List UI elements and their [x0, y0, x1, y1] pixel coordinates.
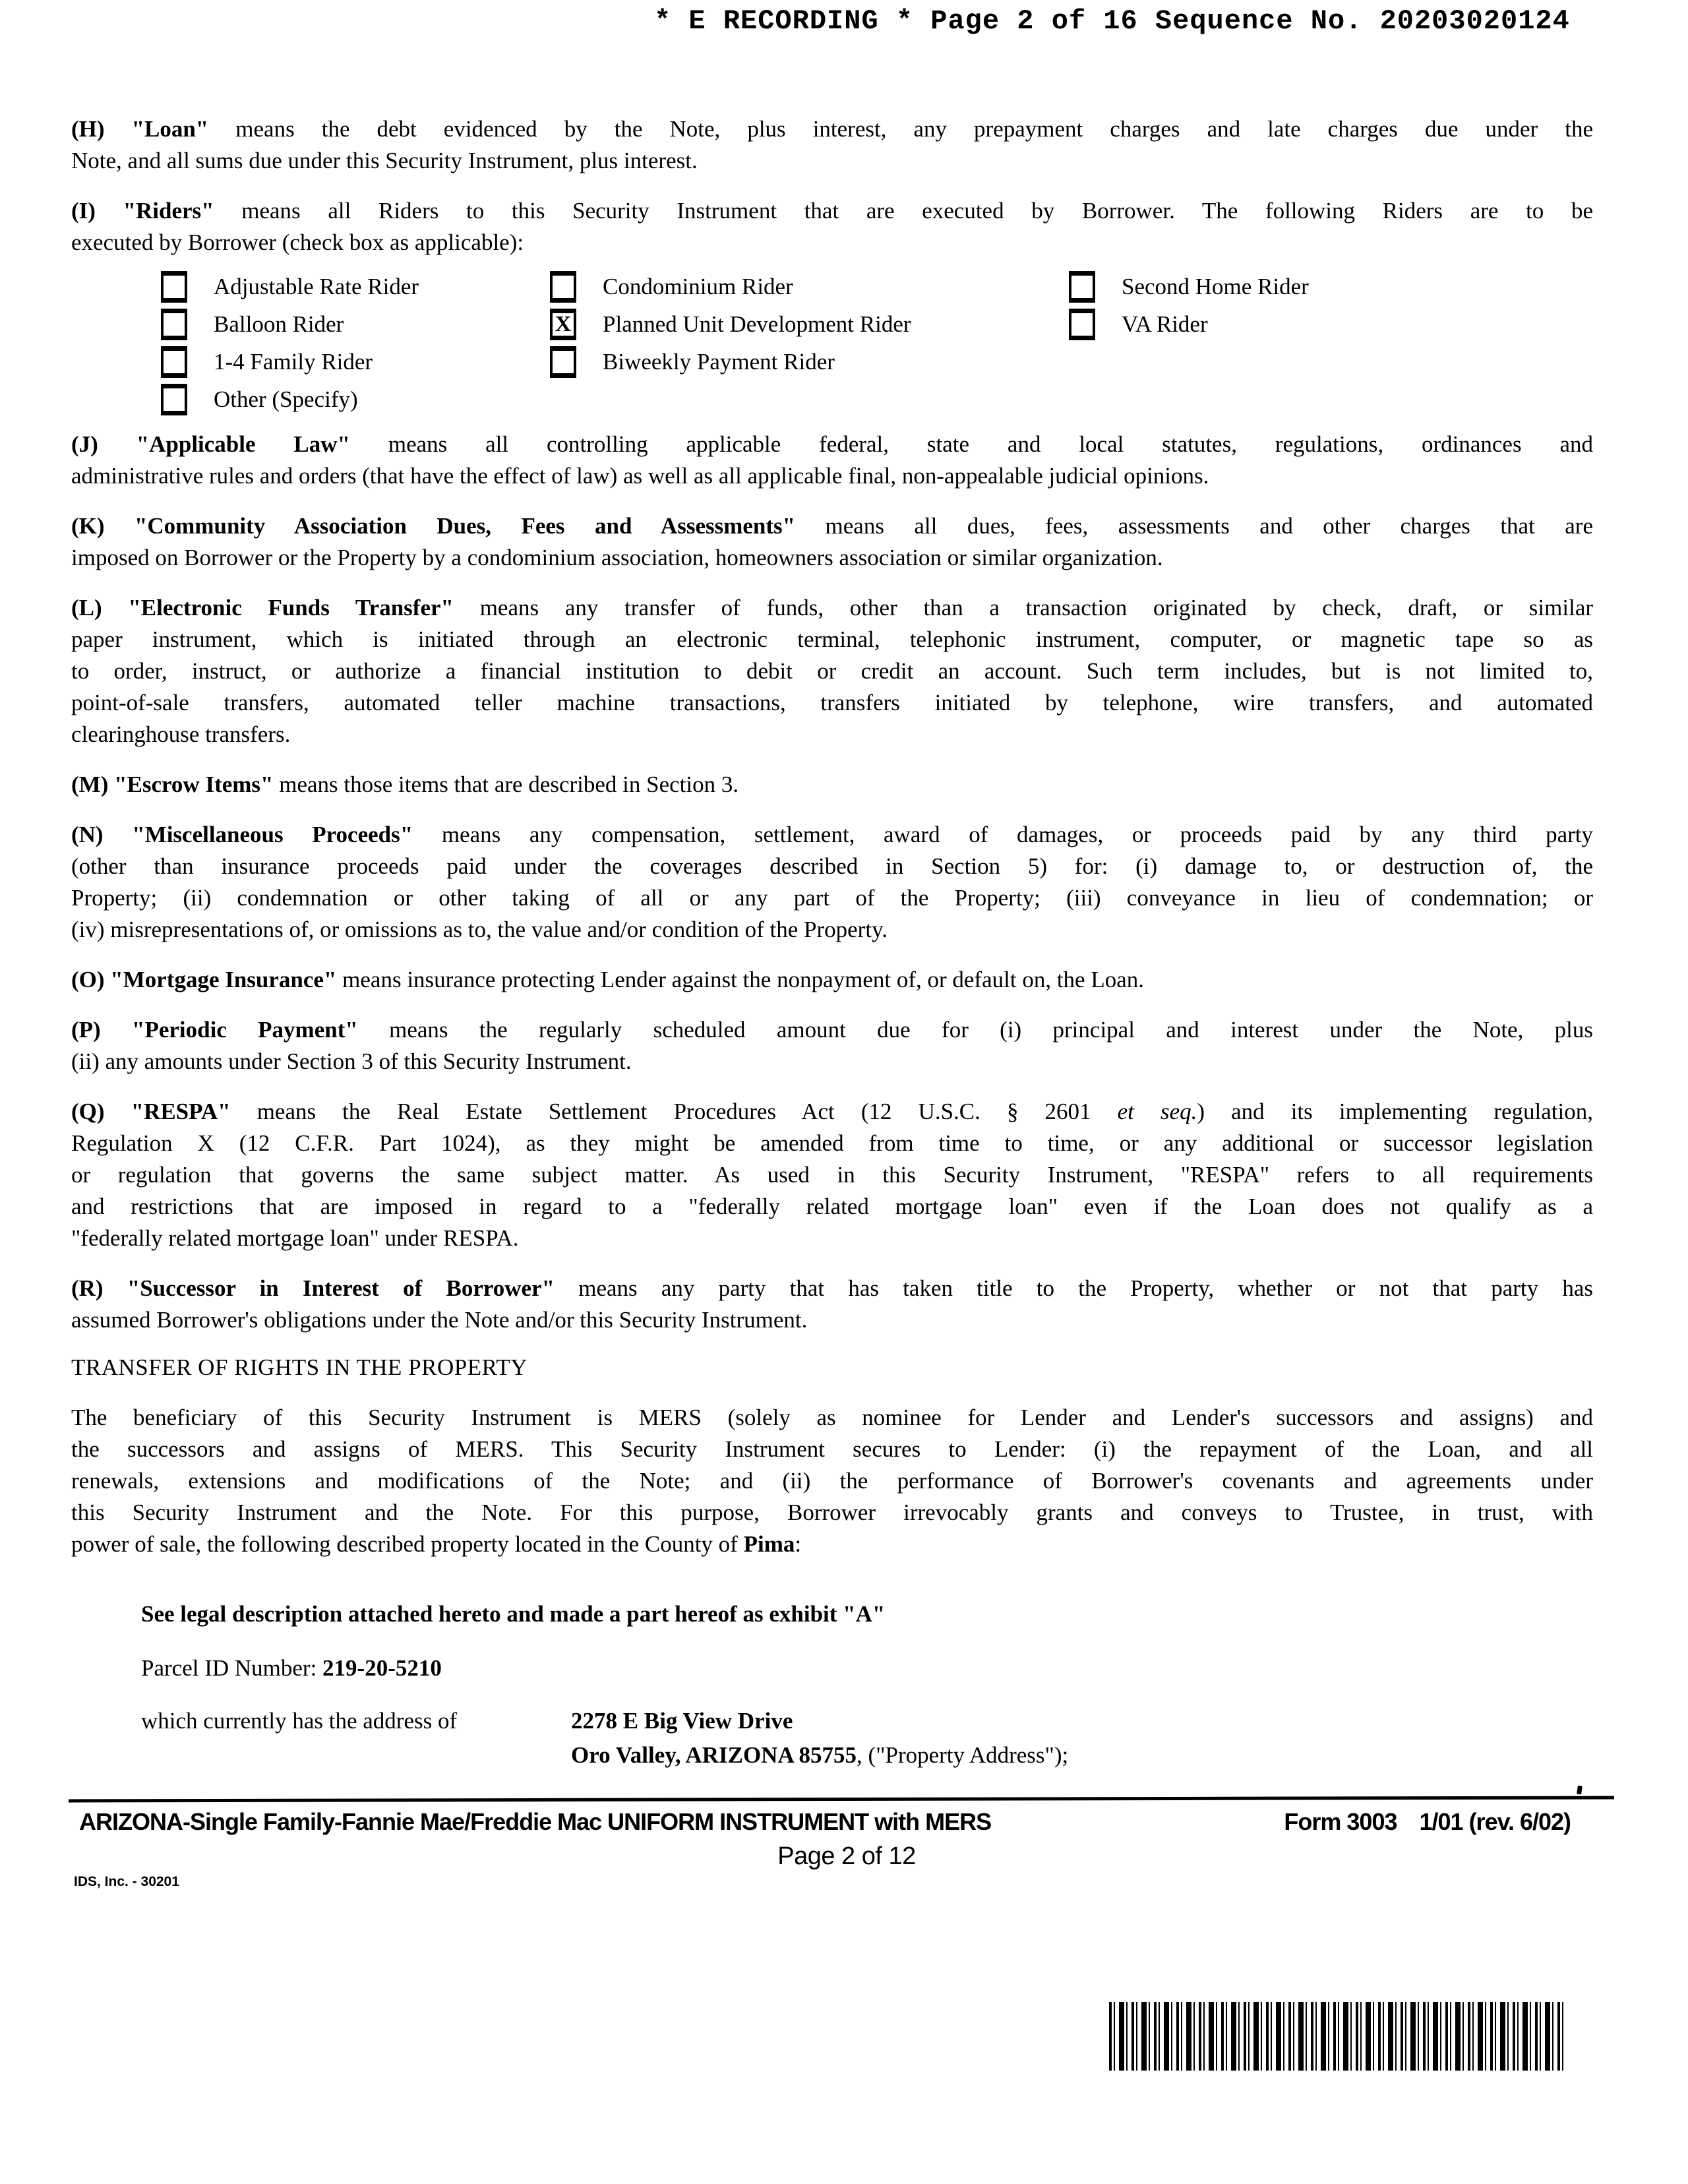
- line-text: or regulation that governs the same subject matter. As used in this Security Instrument, "RESPA" refers to all requirements: [71, 1162, 1593, 1188]
- scan-artifact: [1577, 1786, 1582, 1795]
- transfer-of-rights-heading: TRANSFER OF RIGHTS IN THE PROPERTY: [71, 1354, 528, 1380]
- text-line: [71, 1128, 1593, 1159]
- text-line: [71, 113, 1593, 145]
- text-line: [71, 1465, 1593, 1497]
- footer-instrument-line: [79, 1808, 1571, 1836]
- line-text: renewals, extensions and modifications of the Note; and (ii) the performance of Borrower's covenants and agreements under: [71, 1468, 1593, 1494]
- rider-item: [161, 268, 419, 305]
- parcel-id-label: Parcel ID Number:: [141, 1655, 323, 1681]
- line-text: means any party that has taken title to the Property, whether or not that party has: [555, 1275, 1593, 1301]
- rider-label: 1-4 Family Rider: [214, 348, 373, 375]
- line-text: and restrictions that are imposed in regard to a "federally related mortgage loan" even if the Loan does not qualify as a: [71, 1194, 1593, 1219]
- footer-form-info: [1284, 1808, 1571, 1836]
- text-line: [71, 964, 1593, 996]
- line-text: point-of-sale transfers, automated teller machine transactions, transfers initiated by telephone, wire transfers, and automated: [71, 690, 1593, 715]
- line-text: means the Real Estate Settlement Procedures Act (12 U.S.C. § 2601: [230, 1099, 1118, 1124]
- line-text: executed by Borrower (check box as applicable):: [71, 229, 524, 255]
- defined-term: (L) "Electronic Funds Transfer": [71, 595, 454, 621]
- rider-label: Biweekly Payment Rider: [603, 348, 835, 375]
- legal-description-line: [141, 1598, 1593, 1630]
- footer-vendor-id: IDS, Inc. - 30201: [74, 1874, 179, 1889]
- definition-r: [71, 1273, 1593, 1336]
- defined-term: (J) "Applicable Law": [71, 431, 350, 457]
- definition-m: [71, 769, 1593, 801]
- line-text: means the regularly scheduled amount due for (i) principal and interest under the Note, plus: [357, 1017, 1594, 1043]
- defined-term: (M) "Escrow Items": [71, 772, 274, 797]
- text-line: [71, 719, 1593, 750]
- text-line: [71, 882, 1593, 914]
- property-address-line-2: [71, 1740, 1593, 1774]
- text-line: [71, 227, 1593, 258]
- rider-item: [550, 305, 911, 343]
- text-line: [71, 1223, 1593, 1254]
- checkbox-biweekly-payment-rider: [550, 346, 576, 378]
- defined-term: (I) "Riders": [71, 198, 214, 224]
- text-line: [71, 1273, 1593, 1304]
- checkbox-va-rider: [1069, 309, 1095, 340]
- footer-form-number: Form 3003: [1284, 1808, 1397, 1835]
- text-line: [71, 460, 1593, 492]
- rider-label: VA Rider: [1122, 311, 1208, 337]
- definition-i: [71, 195, 1593, 258]
- line-text: (iv) misrepresentations of, or omissions as to, the value and/or condition of the Property.: [71, 917, 888, 942]
- text-line: [71, 1014, 1593, 1046]
- text-line: [71, 1096, 1593, 1128]
- parcel-id-value: 219-20-5210: [322, 1655, 442, 1681]
- footer-divider: [69, 1796, 1614, 1803]
- text-line: [71, 1529, 1593, 1560]
- definition-l: [71, 592, 1593, 750]
- checkbox-other-specify: [161, 384, 187, 415]
- checkbox-condominium-rider: [550, 271, 576, 303]
- line-text: (other than insurance proceeds paid under the coverages described in Section 5) for: (i) damage to, or destruction of, the: [71, 853, 1593, 879]
- text-line: [71, 1434, 1593, 1465]
- definition-o: [71, 964, 1593, 996]
- line-text: means all controlling applicable federal, state and local statutes, regulations, ordinances and: [349, 431, 1593, 457]
- line-text: means any compensation, settlement, award of damages, or proceeds paid by any third party: [413, 822, 1593, 847]
- recording-header: * E RECORDING * Page 2 of 16 Sequence No. 20203020124: [654, 5, 1570, 37]
- line-text: paper instrument, which is initiated through an electronic terminal, telephonic instrument, computer, or magnetic tape so as: [71, 626, 1593, 652]
- parcel-id-line: [141, 1653, 1593, 1684]
- text-line: [71, 687, 1593, 719]
- property-address-city: Oro Valley, ARIZONA 85755: [571, 1742, 857, 1768]
- text-line: [71, 1159, 1593, 1191]
- line-text: :: [795, 1531, 802, 1557]
- rider-item: [161, 380, 358, 418]
- checkbox-second-home-rider: [1069, 271, 1095, 303]
- text-line: [71, 592, 1593, 624]
- defined-term: (R) "Successor in Interest of Borrower": [71, 1275, 555, 1301]
- property-address-street: 2278 E Big View Drive: [571, 1708, 793, 1734]
- text-line: [71, 145, 1593, 177]
- riders-checkbox-group: [71, 268, 1593, 418]
- line-text: means all Riders to this Security Instrument that are executed by Borrower. The following Riders are to be: [214, 198, 1593, 224]
- text-line: [71, 1497, 1593, 1529]
- defined-term: (K) "Community Association Dues, Fees and Assessments": [71, 513, 796, 539]
- line-text: administrative rules and orders (that have the effect of law) as well as all applicable final, non-appealable judicial opinions.: [71, 463, 1209, 489]
- line-text: The beneficiary of this Security Instrument is MERS (solely as nominee for Lender and Lender's successors and assigns) and: [71, 1405, 1593, 1430]
- definition-p: [71, 1014, 1593, 1077]
- rider-item: [161, 343, 373, 380]
- rider-label: Balloon Rider: [214, 311, 344, 337]
- text-line: [71, 1402, 1593, 1434]
- text-line: [71, 1046, 1593, 1077]
- rider-row: [71, 343, 1593, 380]
- line-text: clearinghouse transfers.: [71, 721, 291, 747]
- footer-page-number: Page 2 of 12: [777, 1842, 916, 1870]
- text-line: [71, 542, 1593, 574]
- rider-item: [1069, 268, 1309, 305]
- text-line: [71, 914, 1593, 946]
- property-address-intro: which currently has the address of: [141, 1708, 458, 1734]
- line-text: imposed on Borrower or the Property by a condominium association, homeowners association or similar organization.: [71, 545, 1163, 570]
- definition-h: [71, 113, 1593, 177]
- rider-row: [71, 268, 1593, 305]
- text-line: [71, 769, 1593, 801]
- defined-term: (P) "Periodic Payment": [71, 1017, 358, 1043]
- line-text: Regulation X (12 C.F.R. Part 1024), as they might be amended from time to time, or any additional or successor legislation: [71, 1130, 1593, 1156]
- line-text: "federally related mortgage loan" under RESPA.: [71, 1225, 519, 1251]
- line-text: this Security Instrument and the Note. For this purpose, Borrower irrevocably grants and conveys to Trustee, in trust, with: [71, 1500, 1593, 1525]
- text-line: [71, 429, 1593, 460]
- text-line: [71, 624, 1593, 655]
- definition-q: [71, 1096, 1593, 1254]
- latin-phrase: et seq.: [1117, 1099, 1197, 1124]
- rider-label: Condominium Rider: [603, 273, 793, 299]
- checkbox-1-4-family-rider: [161, 346, 187, 378]
- checkbox-planned-unit-development-rider: [550, 309, 576, 340]
- defined-term: (Q) "RESPA": [71, 1099, 231, 1124]
- line-text: ) and its implementing regulation,: [1197, 1099, 1593, 1124]
- footer-instrument-text: ARIZONA-Single Family-Fannie Mae/Freddie Mac UNIFORM INSTRUMENT with MERS: [79, 1808, 992, 1835]
- line-text: the successors and assigns of MERS. This Security Instrument secures to Lender: (i) the repayment of the Loan, and all: [71, 1436, 1593, 1462]
- line-text: Property; (ii) condemnation or other taking of all or any part of the Property; (iii) conveyance in lieu of condemnation; or: [71, 885, 1593, 911]
- property-address-suffix: , ("Property Address");: [857, 1742, 1069, 1768]
- checkbox-balloon-rider: [161, 309, 187, 340]
- defined-term: (H) "Loan": [71, 116, 209, 142]
- line-text: assumed Borrower's obligations under the Note and/or this Security Instrument.: [71, 1307, 808, 1333]
- rider-item: [550, 268, 793, 305]
- text-line: [71, 195, 1593, 227]
- defined-term: (O) "Mortgage Insurance": [71, 967, 337, 992]
- line-text: means any transfer of funds, other than a transaction originated by check, draft, or similar: [453, 595, 1594, 621]
- line-text: means all dues, fees, assessments and other charges that are: [795, 513, 1593, 539]
- line-text: means insurance protecting Lender against the nonpayment of, or default on, the Loan.: [336, 967, 1144, 992]
- line-text: means the debt evidenced by the Note, plus interest, any prepayment charges and late charges due under the: [208, 116, 1593, 142]
- rider-label: Planned Unit Development Rider: [603, 311, 911, 337]
- text-line: [71, 655, 1593, 687]
- text-line: [71, 851, 1593, 882]
- barcode-icon: [1109, 2002, 1564, 2071]
- property-address-line-1: [71, 1705, 1593, 1740]
- legal-description-text: See legal description attached hereto and made a part hereof as exhibit "A": [141, 1601, 886, 1627]
- rider-row: [71, 305, 1593, 343]
- text-line: [71, 819, 1593, 851]
- line-text: means those items that are described in Section 3.: [273, 772, 739, 797]
- line-text: to order, instruct, or authorize a financial institution to debit or credit an account. Such term includes, but is not limited to,: [71, 658, 1593, 684]
- definition-k: [71, 510, 1593, 574]
- document-body: [71, 113, 1593, 1774]
- county-name: Pima: [743, 1531, 795, 1557]
- definition-n: [71, 819, 1593, 946]
- rider-row: [71, 380, 1593, 418]
- line-text: (ii) any amounts under Section 3 of this Security Instrument.: [71, 1048, 632, 1074]
- rider-label: Adjustable Rate Rider: [214, 273, 419, 299]
- rider-item: [161, 305, 344, 343]
- text-line: [71, 1304, 1593, 1336]
- transfer-paragraph: [71, 1402, 1593, 1560]
- rider-item: [1069, 305, 1208, 343]
- footer-revision: 1/01 (rev. 6/02): [1419, 1808, 1571, 1835]
- line-text: Note, and all sums due under this Security Instrument, plus interest.: [71, 148, 698, 173]
- definition-j: [71, 429, 1593, 492]
- text-line: [71, 510, 1593, 542]
- text-line: [71, 1191, 1593, 1223]
- line-text: power of sale, the following described property located in the County of: [71, 1531, 744, 1557]
- defined-term: (N) "Miscellaneous Proceeds": [71, 822, 413, 847]
- rider-label: Other (Specify): [214, 386, 358, 412]
- rider-label: Second Home Rider: [1122, 273, 1309, 299]
- rider-item: [550, 343, 835, 380]
- checkbox-adjustable-rate-rider: [161, 271, 187, 303]
